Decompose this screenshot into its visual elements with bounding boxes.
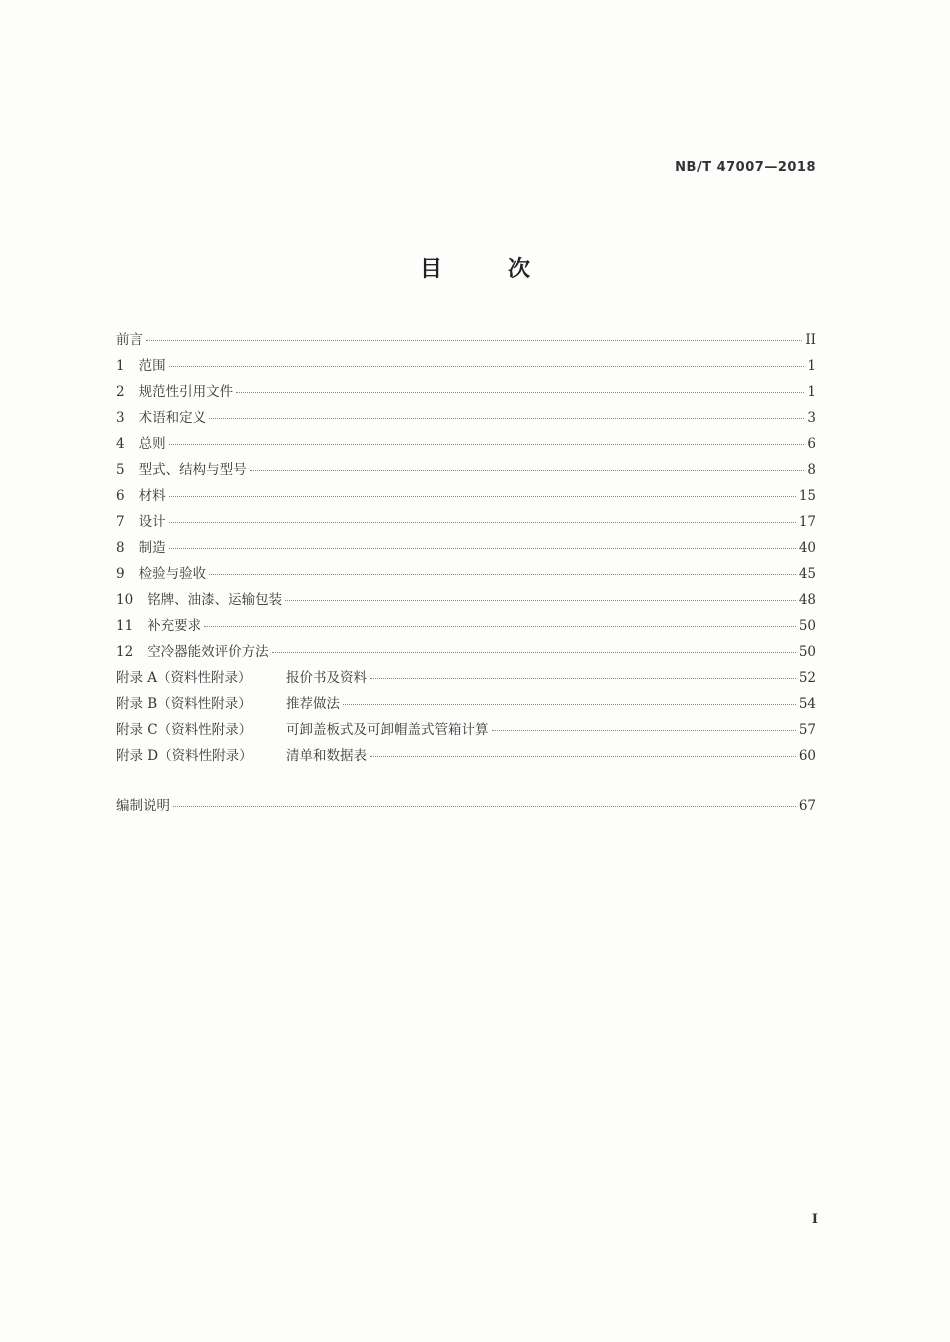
toc-title-char: 目 (419, 257, 442, 282)
toc-entry[interactable] (116, 354, 816, 380)
toc-entry-label: 术语和定义 (138, 410, 207, 426)
leader-dots (209, 573, 796, 575)
toc-entry-page: 45 (798, 566, 816, 582)
toc-entry-page: 1 (807, 384, 816, 400)
leader-dots (343, 703, 796, 705)
appendix-prefix: 附录 C（资料性附录） (116, 722, 253, 738)
leader-dots (169, 495, 796, 497)
standard-code: NB/T 47007—2018 (675, 160, 816, 175)
toc-appendix-b[interactable] (116, 692, 816, 718)
toc-entry-number: 2 (116, 384, 125, 400)
leader-dots (272, 651, 796, 653)
toc-entry[interactable] (116, 432, 816, 458)
toc-appendix-a[interactable] (116, 666, 816, 692)
leader-dots (169, 521, 796, 523)
toc-entry-page: 1 (807, 358, 816, 374)
leader-dots (492, 729, 796, 731)
toc-entry-number: 3 (116, 410, 125, 426)
toc-title (0, 252, 950, 283)
toc-appendix-c[interactable] (116, 718, 816, 744)
toc-entry-number: 6 (116, 488, 125, 504)
toc-entry[interactable] (116, 406, 816, 432)
appendix-prefix: 附录 A（资料性附录） (116, 670, 252, 686)
toc-entry-page: 60 (798, 748, 816, 764)
toc-entry-label: 规范性引用文件 (138, 384, 234, 400)
toc-entry-foreword[interactable] (116, 328, 816, 354)
toc-entry-number: 7 (116, 514, 125, 530)
toc-entry-label: 前言 (116, 332, 143, 348)
toc-entry-page: 6 (807, 436, 816, 452)
toc-entry-label: 编制说明 (116, 798, 170, 814)
leader-dots (285, 599, 796, 601)
leader-dots (169, 443, 805, 445)
toc-entry-page: 50 (798, 618, 816, 634)
toc-entry-page: 52 (798, 670, 816, 686)
leader-dots (146, 339, 802, 341)
leader-dots (370, 677, 796, 679)
toc-entry-page: II (805, 332, 816, 348)
toc-entry-number: 5 (116, 462, 125, 478)
toc-entry-page: 54 (798, 696, 816, 712)
toc-entry[interactable] (116, 588, 816, 614)
toc-entry-page: 50 (798, 644, 816, 660)
toc-entry-page: 17 (798, 514, 816, 530)
toc-entry-page: 40 (798, 540, 816, 556)
toc-entry[interactable] (116, 380, 816, 406)
toc-entry-label: 制造 (138, 540, 166, 556)
leader-dots (169, 365, 805, 367)
leader-dots (204, 625, 796, 627)
toc-entry-number: 1 (116, 358, 125, 374)
appendix-prefix: 附录 D（资料性附录） (116, 748, 253, 764)
toc-entry-page: 48 (798, 592, 816, 608)
toc-entry[interactable] (116, 484, 816, 510)
toc-entry-label: 型式、结构与型号 (138, 462, 247, 478)
toc-entry[interactable] (116, 458, 816, 484)
toc-entry-label: 范围 (138, 358, 166, 374)
toc-appendix-d[interactable] (116, 744, 816, 770)
leader-dots (173, 805, 796, 807)
leader-dots (370, 755, 796, 757)
toc-entry-label: 检验与验收 (138, 566, 207, 582)
toc-title-char: 次 (508, 257, 531, 282)
toc-entry-label: 设计 (138, 514, 166, 530)
toc-entry-label: 补充要求 (147, 618, 202, 634)
leader-dots (250, 469, 805, 471)
toc-entry-number: 10 (116, 592, 134, 608)
toc-entry-page: 15 (798, 488, 816, 504)
toc-entry-label: 总则 (138, 436, 166, 452)
toc-entry[interactable] (116, 536, 816, 562)
toc-entry-number: 11 (116, 618, 134, 634)
toc-entry-number: 9 (116, 566, 125, 582)
appendix-prefix: 附录 B（资料性附录） (116, 696, 252, 712)
appendix-label: 报价书及资料 (286, 670, 367, 686)
page-number: I (811, 1212, 818, 1227)
toc-entry-compilation-notes[interactable] (116, 794, 816, 820)
toc-entry-number: 8 (116, 540, 125, 556)
leader-dots (236, 391, 804, 393)
toc-entry-label: 空冷器能效评价方法 (147, 644, 269, 660)
toc-entry-label: 材料 (138, 488, 166, 504)
leader-dots (169, 547, 796, 549)
table-of-contents (116, 328, 816, 820)
toc-entry[interactable] (116, 614, 816, 640)
toc-entry-page: 8 (807, 462, 816, 478)
toc-entry[interactable] (116, 640, 816, 666)
leader-dots (209, 417, 804, 419)
toc-entry-label: 铭牌、油漆、运输包装 (147, 592, 283, 608)
toc-entry-number: 12 (116, 644, 134, 660)
toc-entry-page: 57 (798, 722, 816, 738)
appendix-label: 推荐做法 (286, 696, 340, 712)
toc-entry[interactable] (116, 562, 816, 588)
toc-entry-page: 67 (798, 798, 816, 814)
toc-entry-page: 3 (807, 410, 816, 426)
appendix-label: 清单和数据表 (286, 748, 367, 764)
toc-entry[interactable] (116, 510, 816, 536)
appendix-label: 可卸盖板式及可卸帽盖式管箱计算 (286, 722, 489, 738)
toc-entry-number: 4 (116, 436, 125, 452)
